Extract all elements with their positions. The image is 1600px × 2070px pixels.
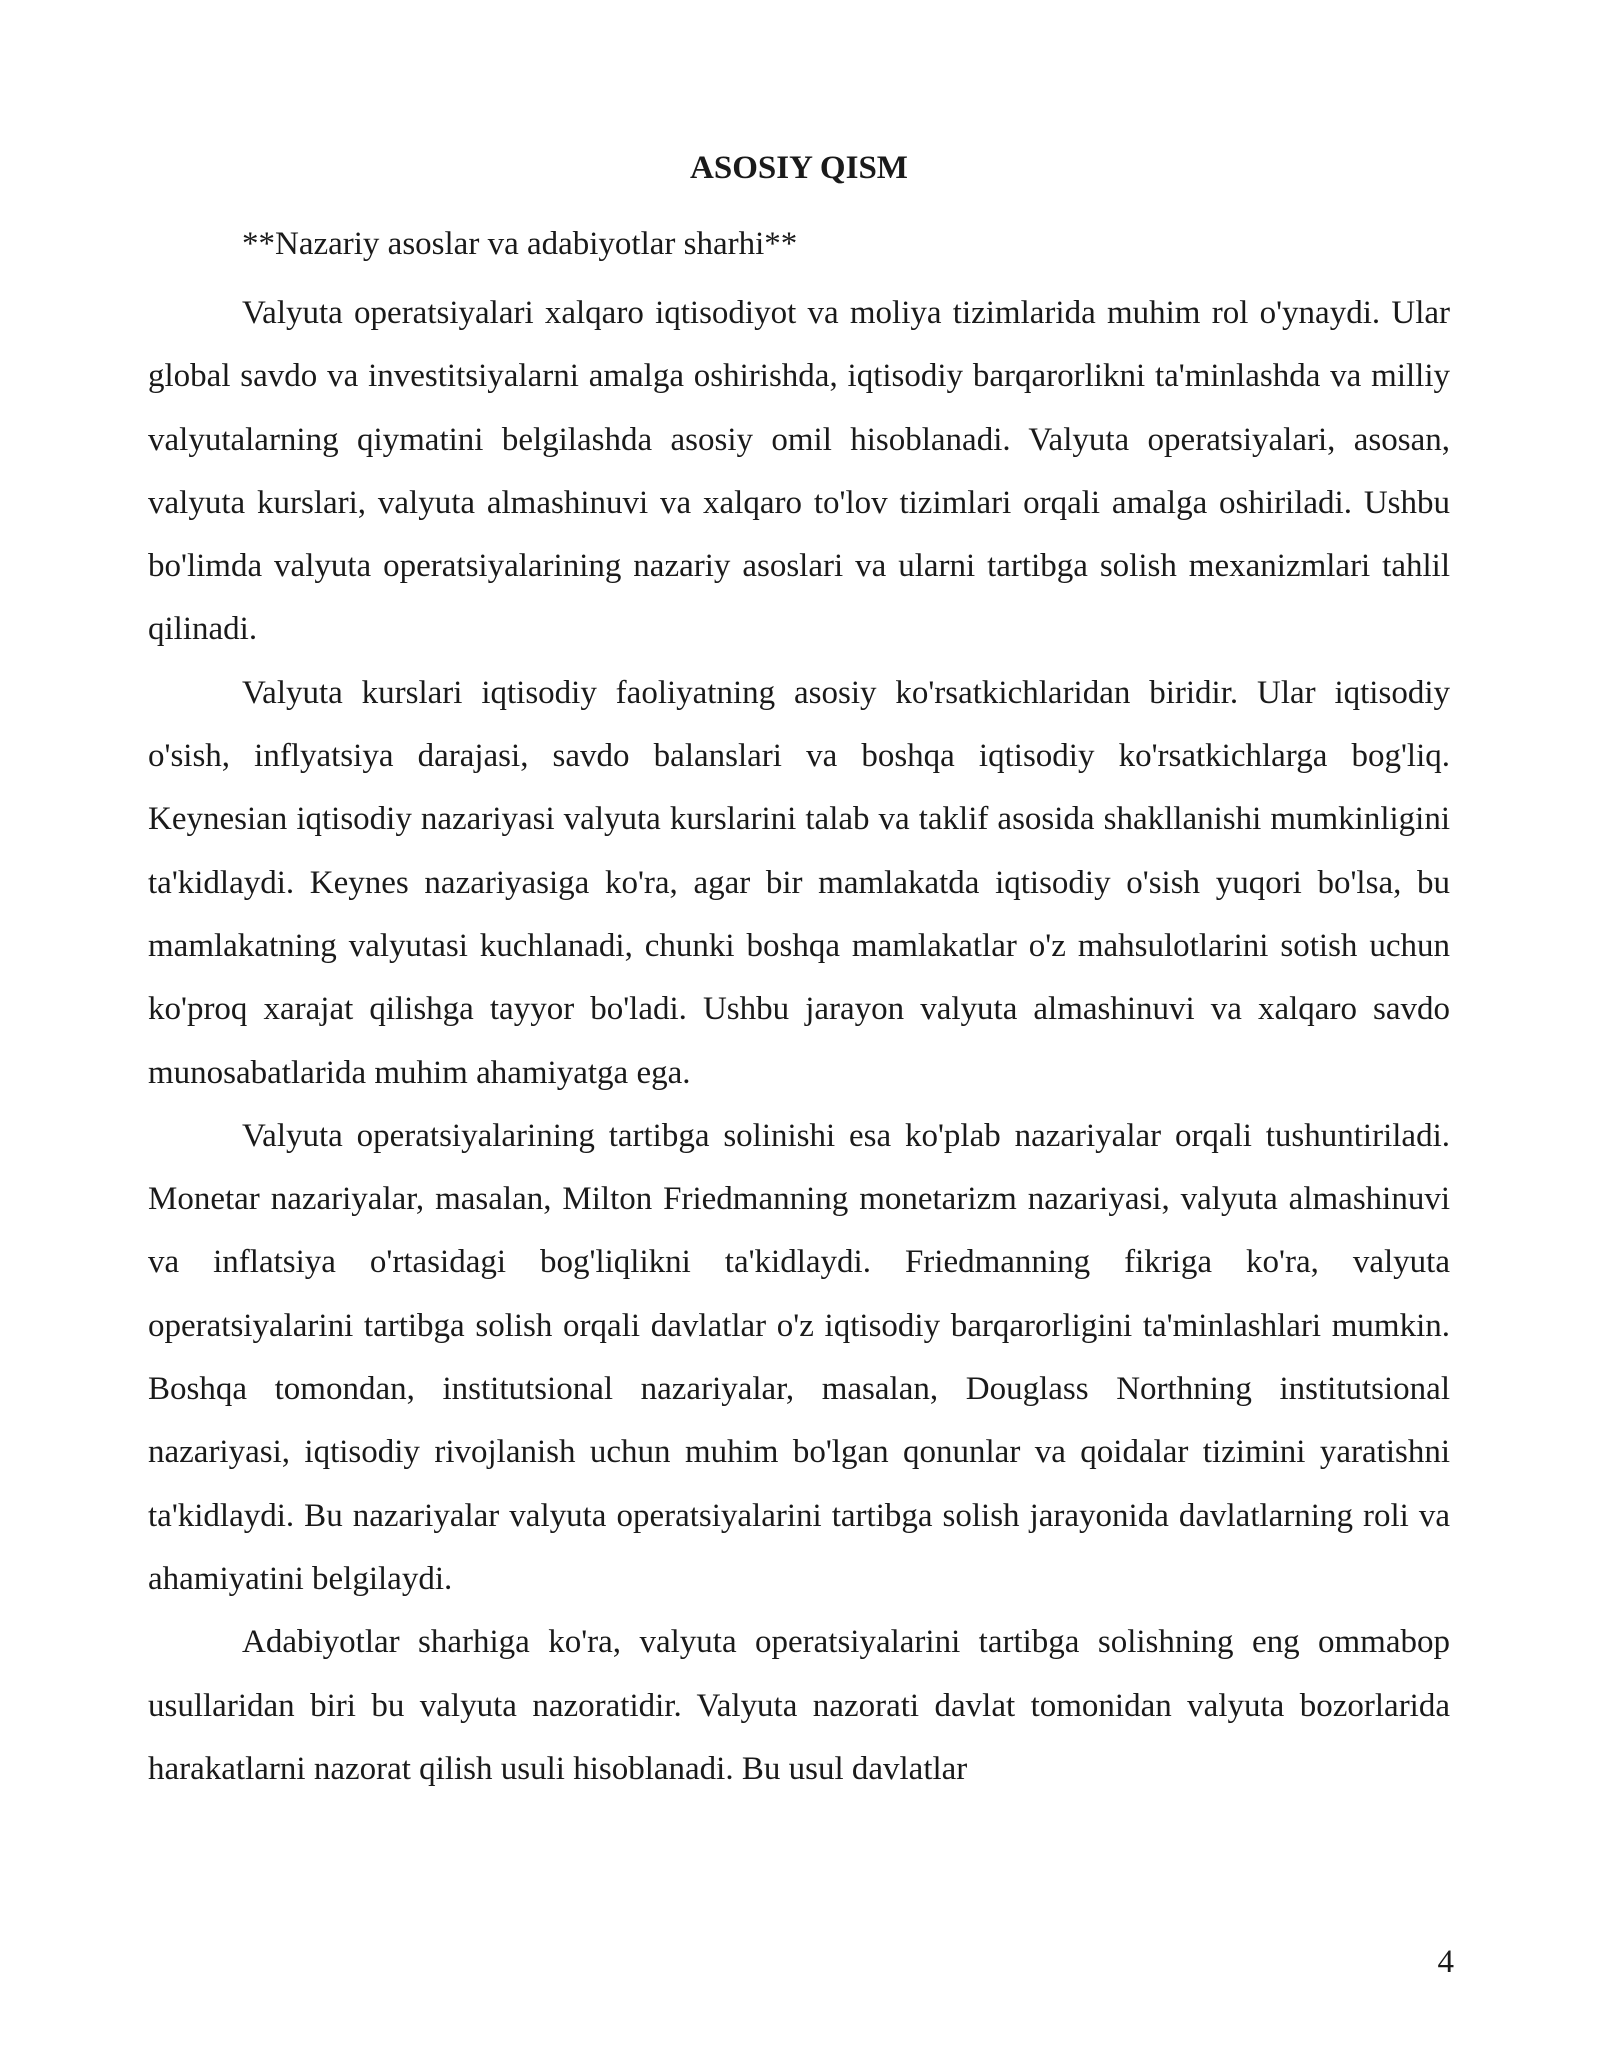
section-heading: ASOSIY QISM — [690, 150, 908, 186]
subsection-heading: **Nazariy asoslar va adabiyotlar sharhi** — [242, 226, 798, 262]
paragraph: Valyuta operatsiyalari xalqaro iqtisodiyot va moliya tizimlarida muhim rol o'ynaydi. Ular global savdo va investitsiyalarni amalga oshirishda, iqtisodiy barqarorlikni ta'minlashda va milliy valyutalarning qiymatini belgilashda asosiy omil hisoblanadi. Valyuta operatsiyalari, asosan, valyuta kurslari, valyuta almashinuvi va xalqaro to'lov tizimlari orqali amalga oshiriladi. Ushbu bo'limda valyuta operatsiyalarining nazariy asoslari va ularni tartibga solish mexanizmlari tahlil qilinadi. — [148, 295, 1450, 648]
body-text — [148, 282, 1450, 1801]
paragraph: Valyuta kurslari iqtisodiy faoliyatning asosiy ko'rsatkichlaridan biridir. Ular iqtisodiy o'sish, inflyatsiya darajasi, savdo balanslari va boshqa iqtisodiy ko'rsatkichlarga bog'liq. Keynesian iqtisodiy nazariyasi valyuta kurslarini talab va taklif asosida shakllanishi mumkinligini ta'kidlaydi. Keynes nazariyasiga ko'ra, agar bir mamlakatda iqtisodiy o'sish yuqori bo'lsa, bu mamlakatning valyutasi kuchlanadi, chunki boshqa mamlakatlar o'z mahsulotlarini sotish uchun ko'proq xarajat qilishga tayyor bo'ladi. Ushbu jarayon valyuta almashinuvi va xalqaro savdo munosabatlarida muhim ahamiyatga ega. — [148, 674, 1450, 1091]
paragraph: Adabiyotlar sharhiga ko'ra, valyuta operatsiyalarini tartibga solishning eng ommabop usullaridan biri bu valyuta nazoratidir. Valyuta nazorati davlat tomonidan valyuta bozorlarida harakatlarni nazorat qilish usuli hisoblanadi. Bu usul davlatlar — [148, 1624, 1450, 1787]
paragraph: Valyuta operatsiyalarining tartibga solinishi esa ko'plab nazariyalar orqali tushuntiriladi. Monetar nazariyalar, masalan, Milton Friedmanning monetarizm nazariyasi, valyuta almashinuvi va inflatsiya o'rtasidagi bog'liqlikni ta'kidlaydi. Friedmanning fikriga ko'ra, valyuta operatsiyalarini tartibga solish orqali davlatlar o'z iqtisodiy barqarorligini ta'minlashlari mumkin. Boshqa tomondan, institutsional nazariyalar, masalan, Douglass Northning institutsional nazariyasi, iqtisodiy rivojlanish uchun muhim bo'lgan qonunlar va qoidalar tizimini yaratishni ta'kidlaydi. Bu nazariyalar valyuta operatsiyalarini tartibga solish jarayonida davlatlarning roli va ahamiyatini belgilaydi. — [148, 1117, 1450, 1597]
page-number: 4 — [1437, 1944, 1454, 1980]
